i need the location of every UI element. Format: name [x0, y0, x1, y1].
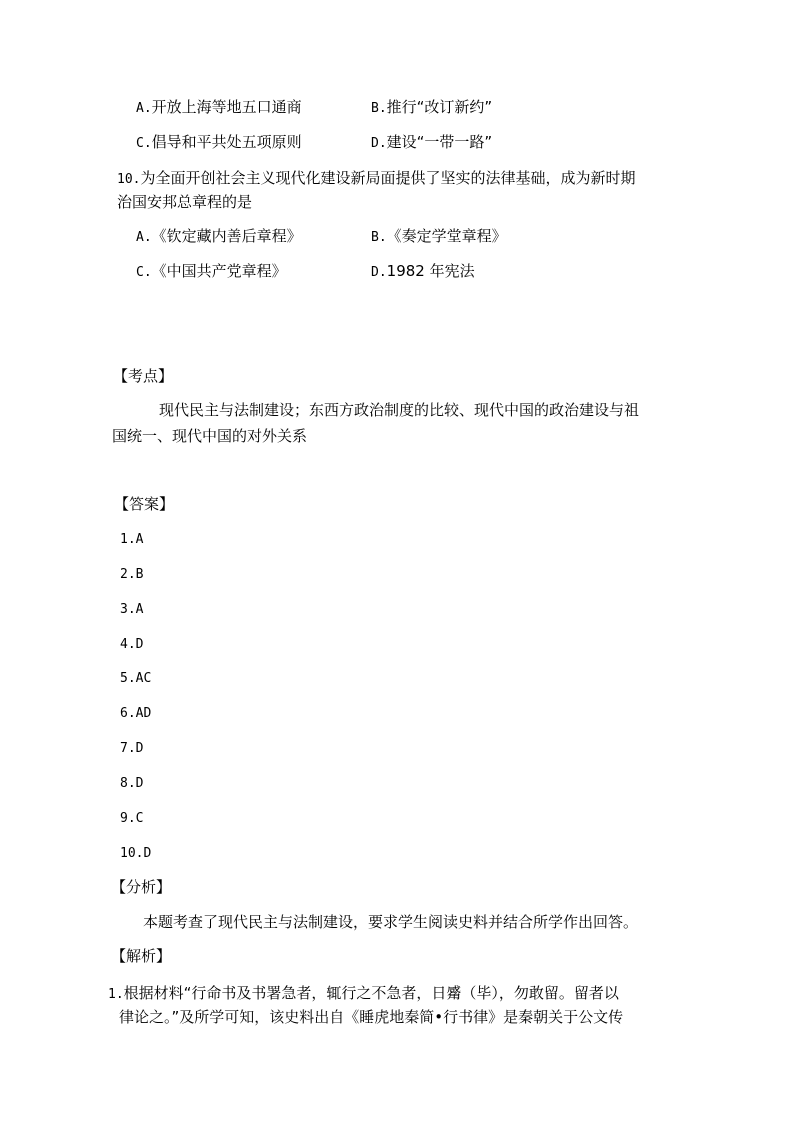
- q10-stem-text-1: 为全面开创社会主义现代化建设新局面提供了坚实的法律基础，成为新时期: [140, 169, 636, 187]
- q10-number: 10.: [117, 172, 141, 187]
- q9-option-c-prefix: C.: [136, 136, 152, 151]
- q10-option-b-prefix: B.: [371, 230, 387, 245]
- q9-option-d: [371, 132, 492, 154]
- fenxi-text: 本题考查了现代民主与法制建设，要求学生阅读史料并结合所学作出回答。: [143, 913, 639, 931]
- q10-option-c-prefix: C.: [136, 265, 152, 280]
- answer-item-10: 10.D: [120, 846, 152, 861]
- jiexi-line1-text: 根据材料“行命书及书署急者，辄行之不急者，日觱（毕），勿敢留。留者以: [123, 984, 619, 1002]
- q9-option-c-text: 倡导和平共处五项原则: [151, 133, 302, 151]
- q9-option-c: [136, 132, 302, 154]
- q9-option-d-prefix: D.: [371, 136, 387, 151]
- answers-heading: 【答案】: [114, 495, 175, 513]
- q10-option-d-prefix: D.: [371, 265, 387, 280]
- jiexi-line2: 律论之。”及所学可知，该史料出自《睡虎地秦简•行书律》是秦朝关于公文传: [119, 1008, 624, 1026]
- answer-item-2: 2.B: [120, 567, 144, 582]
- answer-item-9: 9.C: [120, 811, 144, 826]
- q10-option-a-prefix: A.: [136, 230, 152, 245]
- kaodian-line1: 现代民主与法制建设；东西方政治制度的比较、现代中国的政治建设与祖: [159, 401, 640, 419]
- q10-stem-line1: [117, 168, 636, 190]
- answer-item-6: 6.AD: [120, 706, 152, 721]
- answer-item-1: 1.A: [120, 532, 144, 547]
- jiexi-heading: 【解析】: [111, 947, 172, 965]
- jiexi-number: 1.: [108, 987, 124, 1002]
- q9-option-b: [371, 97, 492, 119]
- q10-option-b-text: 《奏定学堂章程》: [386, 227, 507, 245]
- q9-option-b-prefix: B.: [371, 101, 387, 116]
- q10-option-c: [136, 261, 287, 283]
- q9-option-a: [136, 97, 302, 119]
- q10-option-a-text: 《钦定藏内善后章程》: [151, 227, 302, 245]
- answer-item-3: 3.A: [120, 602, 144, 617]
- jiexi-line1: [108, 983, 619, 1005]
- q9-option-a-text: 开放上海等地五口通商: [151, 98, 302, 116]
- answer-item-8: 8.D: [120, 776, 144, 791]
- answer-item-5: 5.AC: [120, 671, 152, 686]
- answer-item-4: 4.D: [120, 637, 144, 652]
- kaodian-heading: 【考点】: [113, 367, 174, 385]
- q9-option-a-prefix: A.: [136, 101, 152, 116]
- q10-option-b: [371, 226, 507, 248]
- q10-option-c-text: 《中国共产党章程》: [151, 262, 287, 280]
- q10-option-d: [371, 261, 475, 283]
- q10-stem-line2: 治国安邦总章程的是: [117, 193, 253, 211]
- kaodian-line2: 国统一、现代中国的对外关系: [112, 427, 308, 445]
- answer-item-7: 7.D: [120, 741, 144, 756]
- q9-option-d-text: 建设“一带一路”: [386, 133, 493, 151]
- q9-option-b-text: 推行“改订新约”: [386, 98, 493, 116]
- q10-option-a: [136, 226, 302, 248]
- fenxi-heading: 【分析】: [111, 878, 172, 896]
- q10-option-d-text: 1982 年宪法: [386, 262, 475, 280]
